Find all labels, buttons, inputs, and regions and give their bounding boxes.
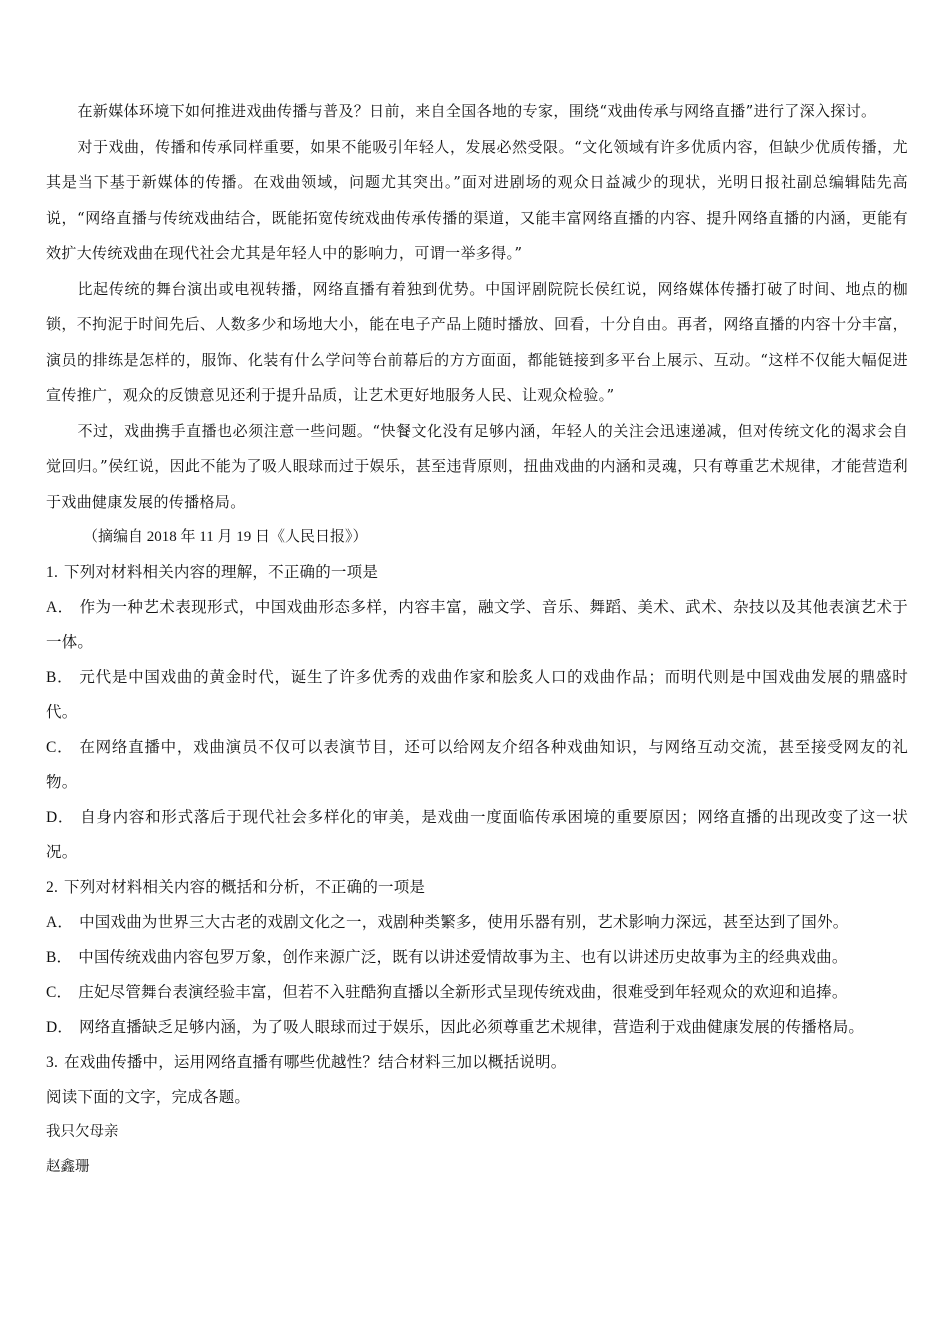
reading-passage	[46, 94, 908, 520]
question-text: 下列对材料相关内容的概括和分析，不正确的一项是	[64, 879, 426, 896]
option-text: 元代是中国戏曲的黄金时代，诞生了许多优秀的戏曲作家和脍炙人口的戏曲作品；而明代则是中国戏曲发展的鼎盛时代。	[46, 669, 908, 721]
option-b	[46, 660, 908, 730]
option-d	[46, 1010, 908, 1045]
question-text: 下列对材料相关内容的理解，不正确的一项是	[64, 564, 379, 581]
question-text: 在戏曲传播中，运用网络直播有哪些优越性？结合材料三加以概括说明。	[64, 1054, 567, 1071]
option-letter: D．	[46, 1019, 74, 1036]
option-letter: C．	[46, 739, 74, 756]
option-a	[46, 590, 908, 660]
question-list	[46, 555, 908, 1115]
question-1	[46, 555, 908, 870]
option-text: 在网络直播中，戏曲演员不仅可以表演节目，还可以给网友介绍各种戏曲知识，与网络互动交流，甚至接受网友的礼物。	[46, 739, 908, 791]
reading-instruction: 阅读下面的文字，完成各题。	[46, 1089, 251, 1106]
passage-paragraph-2: 对于戏曲，传播和传承同样重要，如果不能吸引年轻人，发展必然受限。“文化领域有许多优质内容，但缺少优质传播，尤其是当下基于新媒体的传播。在戏曲领域，问题尤其突出。”面对进剧场的观众日益减少的现状，光明日报社副总编辑陆先高说，“网络直播与传统戏曲结合，既能拓宽传统戏曲传承传播的渠道，又能丰富网络直播的内容、提升网络直播的内涵，更能有效扩大传统戏曲在现代社会尤其是年轻人中的影响力，可谓一举多得。”	[46, 137, 908, 262]
option-letter: A．	[46, 914, 74, 931]
question-number: 1.	[46, 564, 59, 581]
option-text: 自身内容和形式落后于现代社会多样化的审美，是戏曲一度面临传承困境的重要原因；网络直播的出现改变了这一状况。	[46, 809, 908, 861]
option-letter: C．	[46, 984, 73, 1001]
option-text: 作为一种艺术表现形式，中国戏曲形态多样，内容丰富，融文学、音乐、舞蹈、美术、武术、杂技以及其他表演艺术于一体。	[46, 599, 909, 651]
passage-paragraph-1: 在新媒体环境下如何推进戏曲传播与普及？日前，来自全国各地的专家，围绕“戏曲传承与网络直播”进行了深入探讨。	[77, 102, 877, 120]
option-b	[46, 940, 908, 975]
question-stem	[46, 555, 908, 590]
option-text: 中国戏曲为世界三大古老的戏剧文化之一，戏剧种类繁多，使用乐器有别，艺术影响力深远，甚至达到了国外。	[79, 914, 849, 931]
option-letter: B．	[46, 669, 74, 686]
story-author: 赵鑫珊	[46, 1159, 90, 1175]
option-a	[46, 905, 908, 940]
option-d	[46, 800, 908, 870]
passage-source: （摘编自 2018 年 11 月 19 日《人民日报》）	[83, 529, 368, 545]
question-2	[46, 870, 908, 1045]
option-text: 庄妃尽管舞台表演经验丰富，但若不入驻酷狗直播以全新形式呈现传统戏曲，很难受到年轻观众的欢迎和追捧。	[78, 984, 848, 1001]
option-c	[46, 730, 908, 800]
option-text: 网络直播缺乏足够内涵，为了吸人眼球而过于娱乐，因此必须尊重艺术规律，营造利于戏曲健康发展的传播格局。	[79, 1019, 865, 1036]
option-c	[46, 975, 908, 1010]
story-title: 我只欠母亲	[46, 1124, 119, 1140]
question-3	[46, 1045, 908, 1080]
option-letter: D．	[46, 809, 75, 826]
passage-paragraph-3: 比起传统的舞台演出或电视转播，网络直播有着独到优势。中国评剧院院长侯红说，网络媒体传播打破了时间、地点的枷锁，不拘泥于时间先后、人数多少和场地大小，能在电子产品上随时播放、回看，十分自由。再者，网络直播的内容十分丰富，演员的排练是怎样的，服饰、化装有什么学问等台前幕后的方方面面，都能链接到多平台上展示、互动。“这样不仅能大幅促进宣传推广，观众的反馈意见还利于提升品质，让艺术更好地服务人民、让观众检验。”	[46, 279, 908, 404]
question-stem	[46, 1045, 908, 1080]
question-stem	[46, 870, 908, 905]
option-letter: B．	[46, 949, 73, 966]
question-number: 2.	[46, 879, 59, 896]
passage-paragraph-4: 不过，戏曲携手直播也必须注意一些问题。“快餐文化没有足够内涵，年轻人的关注会迅速递减，但对传统文化的渴求会自觉回归。”侯红说，因此不能为了吸人眼球而过于娱乐，甚至违背原则，扭曲戏曲的内涵和灵魂，只有尊重艺术规律，才能营造利于戏曲健康发展的传播格局。	[46, 421, 908, 511]
question-number: 3.	[46, 1054, 59, 1071]
option-letter: A．	[46, 599, 74, 616]
option-text: 中国传统戏曲内容包罗万象，创作来源广泛，既有以讲述爱情故事为主、也有以讲述历史故事为主的经典戏曲。	[78, 949, 848, 966]
document-page	[46, 94, 908, 1185]
